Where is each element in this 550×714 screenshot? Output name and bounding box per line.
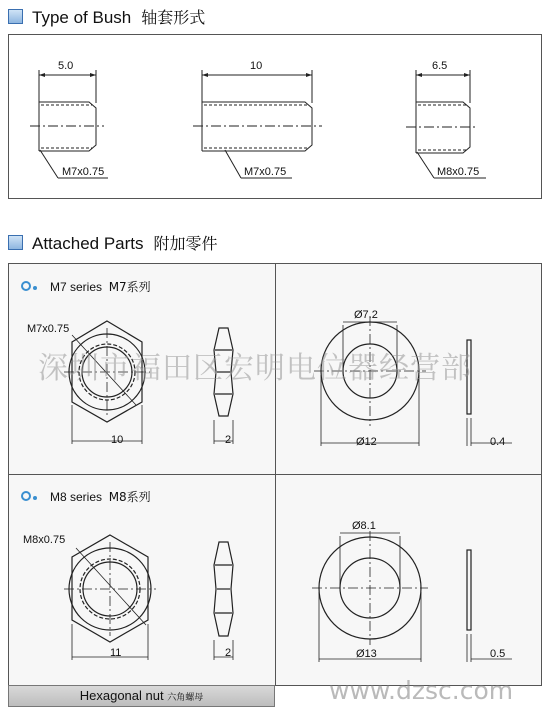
attached-title-en: Attached Parts xyxy=(32,234,144,253)
m8-washer-side xyxy=(467,550,512,662)
m8-washer-inner: Ø8.1 xyxy=(352,520,376,532)
m7-washer-inner: Ø7.2 xyxy=(354,309,378,321)
m7-nut-width: 10 xyxy=(111,434,124,446)
m8-hex-nut-side xyxy=(214,542,233,660)
bush-3-length: 6.5 xyxy=(432,60,448,72)
hexagonal-nut-label xyxy=(8,685,275,707)
bush-1-thread: M7x0.75 xyxy=(62,166,105,178)
m8-series-cn: M8系列 xyxy=(108,490,151,504)
m8-washer-thickness: 0.5 xyxy=(490,648,506,660)
m8-nut-width: 11 xyxy=(110,647,122,659)
footer-label-en: Hexagonal nut xyxy=(79,688,164,703)
bush-1-length: 5.0 xyxy=(58,60,74,72)
bush-2-length: 10 xyxy=(250,60,263,72)
bush-title-en: Type of Bush xyxy=(32,8,132,27)
m7-nut-thread: M7x0.75 xyxy=(27,323,70,335)
m7-series-en: M7 series xyxy=(50,280,103,294)
attached-title-cn: 附加零件 xyxy=(153,234,218,253)
m8-washer-outer: Ø13 xyxy=(356,648,377,660)
m8-nut-thickness: 2 xyxy=(225,647,232,659)
m8-nut-thread: M8x0.75 xyxy=(23,534,66,546)
m8-series-en: M8 series xyxy=(50,490,103,504)
m7-washer-thickness: 0.4 xyxy=(490,436,506,448)
company-watermark: 深圳市福田区宏明电位器经营部 xyxy=(38,351,472,386)
site-watermark: www.dzsc.com xyxy=(329,676,514,705)
m7-washer-outer: Ø12 xyxy=(356,436,377,448)
m8-hex-nut-front xyxy=(64,535,156,660)
m7-nut-thickness: 2 xyxy=(225,434,232,446)
bush-2-thread: M7x0.75 xyxy=(244,166,287,178)
bush-title-cn: 轴套形式 xyxy=(141,8,206,27)
footer-label-cn: 六角螺母 xyxy=(167,693,204,703)
m7-washer-side xyxy=(467,340,512,446)
m8-washer-front xyxy=(312,531,428,662)
bush-3-thread: M8x0.75 xyxy=(437,166,480,178)
m7-series-cn: M7系列 xyxy=(108,280,151,294)
